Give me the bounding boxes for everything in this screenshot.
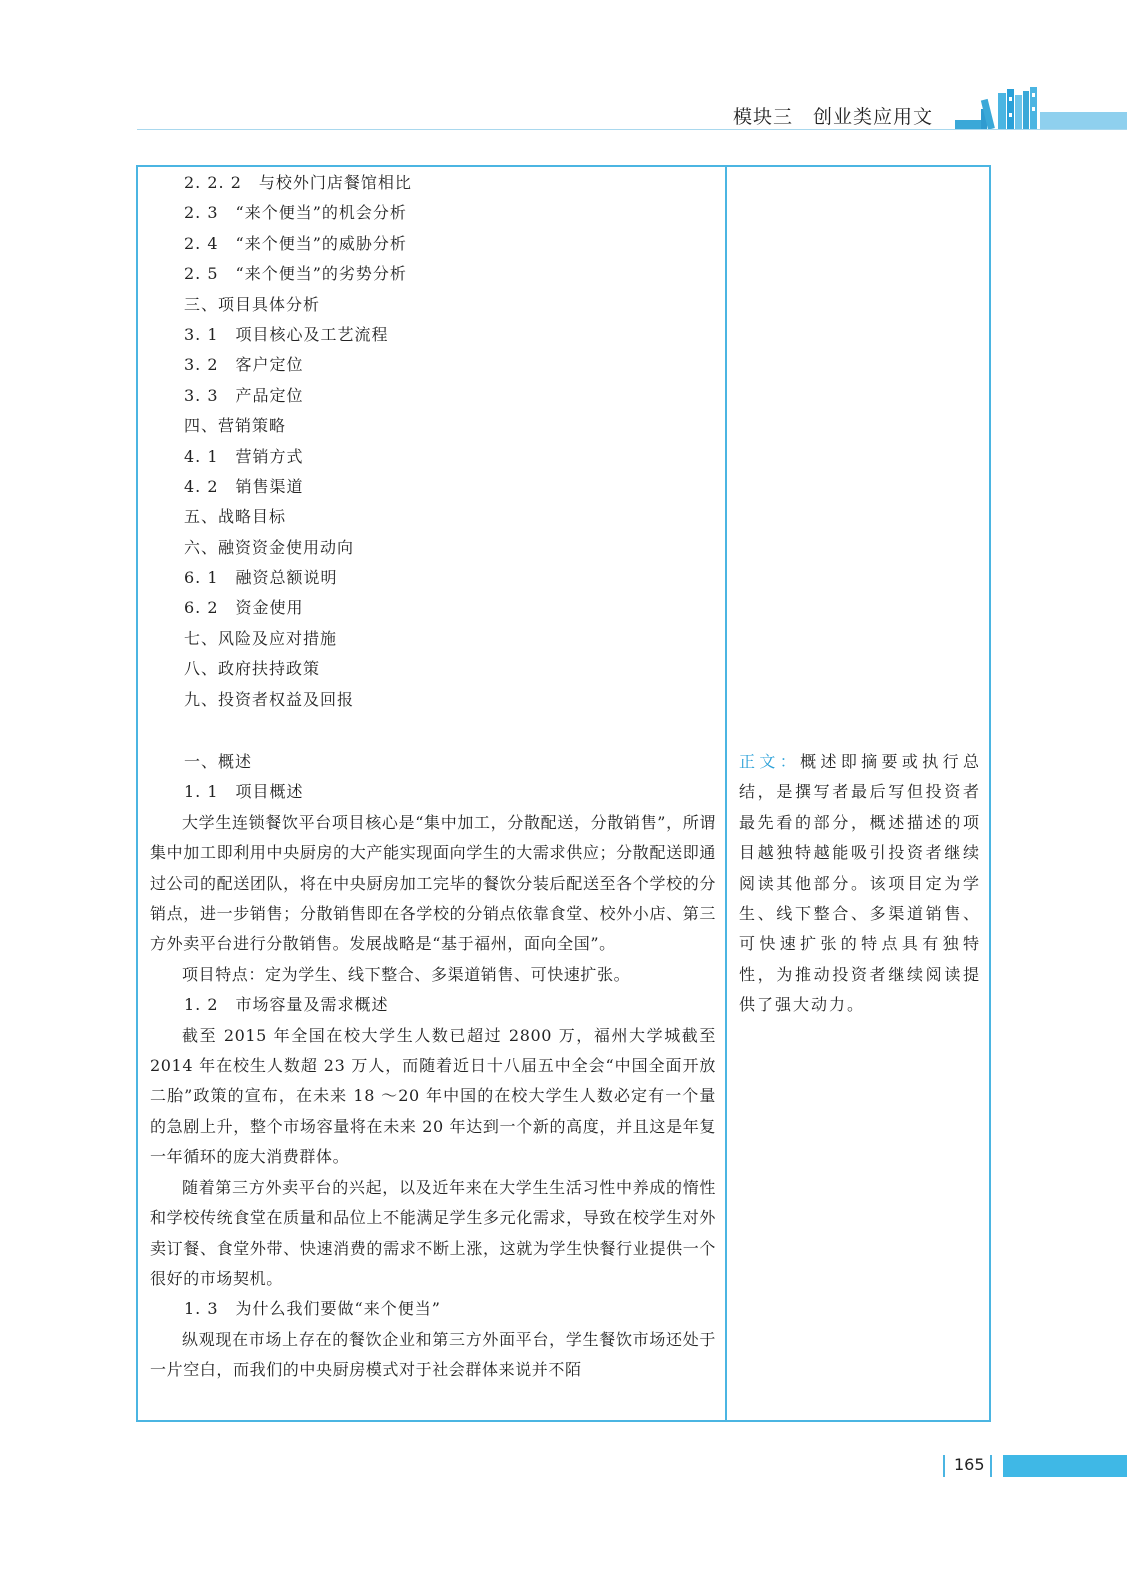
- books-logo-icon: [955, 85, 1045, 129]
- outline-item: 2. 5 “来个便当”的劣势分析: [184, 264, 407, 284]
- paragraph: 随着第三方外卖平台的兴起，以及近年来在大学生生活习性中养成的惰性和学校传统食堂在质量和品位上不能满足学生多元化需求，导致在校学生对外卖订餐、食堂外带、快速消费的需求不断上涨，这就为学生快餐行业提供一个很好的市场契机。: [150, 1177, 716, 1288]
- outline-item: 2. 3 “来个便当”的机会分析: [184, 203, 407, 223]
- outline-item: 3. 3 产品定位: [184, 385, 304, 405]
- outline-item: 6. 2 资金使用: [184, 598, 304, 618]
- header-band: [1040, 112, 1127, 129]
- outline-item: 六、融资资金使用动向: [184, 537, 355, 557]
- outline-item: 四、营销策略: [184, 416, 287, 436]
- side-note-label: 正文：: [739, 752, 801, 771]
- paragraph: 大学生连锁餐饮平台项目核心是“集中加工，分散配送，分散销售”，所谓集中加工即利用中央厨房的大产能实现面向学生的大需求供应；分散配送即通过公司的配送团队，将在中央厨房加工完毕的餐饮分装后配送至各个学校的分销点，进一步销售；分散销售即在各学校的分销点依靠食堂、校外小店、第三方外卖平台进行分散销售。发展战略是“基于福州，面向全国”。: [150, 812, 716, 954]
- column-divider: [725, 165, 727, 1422]
- paragraph: 项目特点：定为学生、线下整合、多渠道销售、可快速扩张。: [182, 964, 631, 984]
- page-number-bar: [943, 1455, 945, 1477]
- outline-item: 6. 1 融资总额说明: [184, 568, 338, 588]
- outline-item: 五、战略目标: [184, 507, 287, 527]
- side-note-text: 概述即摘要或执行总结，是撰写者最后写但投资者最先看的部分，概述描述的项目越独特越能吸引投资者继续阅读其他部分。该项目定为学生、线下整合、多渠道销售、可快速扩张的特点具有独特性，为推动投资者继续阅读提供了强大动力。: [739, 752, 981, 1015]
- footer-band: [1003, 1455, 1127, 1477]
- paragraph: 纵观现在市场上存在的餐饮企业和第三方外面平台，学生餐饮市场还处于一片空白，而我们的中央厨房模式对于社会群体来说并不陌: [150, 1329, 716, 1380]
- side-note: [739, 747, 981, 1021]
- outline-item: 3. 1 项目核心及工艺流程: [184, 324, 389, 344]
- section-heading: 一、概述: [184, 752, 253, 771]
- outline-item: 八、政府扶持政策: [184, 659, 321, 679]
- outline-list: [184, 168, 704, 715]
- header-rule: [137, 129, 1127, 130]
- body-section: [150, 747, 716, 1386]
- paragraph: 截至 2015 年全国在校大学生人数已超过 2800 万，福州大学城截至 2014 年在校生人数超 23 万人，而随着近日十八届五中全会“中国全面开放二胎”政策的宣布，在未来 18 ～20 年中国的在校大学生人数必定有一个量的急剧上升，整个市场容量将在未来 20 年达到一个新的高度，并且这是年复一年循环的庞大消费群体。: [150, 1025, 716, 1167]
- outline-item: 九、投资者权益及回报: [184, 689, 355, 709]
- outline-item: 七、风险及应对措施: [184, 628, 338, 648]
- page-number: 165: [954, 1455, 985, 1474]
- subsection-heading: 1. 3 为什么我们要做“来个便当”: [184, 1299, 441, 1319]
- outline-item: 三、项目具体分析: [184, 294, 321, 314]
- outline-item: 2. 2. 2 与校外门店餐馆相比: [184, 173, 412, 192]
- outline-item: 4. 1 营销方式: [184, 446, 304, 466]
- outline-item: 4. 2 销售渠道: [184, 476, 304, 496]
- subsection-heading: 1. 2 市场容量及需求概述: [184, 995, 389, 1015]
- outline-item: 2. 4 “来个便当”的威胁分析: [184, 233, 407, 253]
- subsection-heading: 1. 1 项目概述: [184, 782, 304, 802]
- outline-item: 3. 2 客户定位: [184, 355, 304, 375]
- page-number-bar: [990, 1455, 992, 1477]
- chapter-title: 模块三 创业类应用文: [733, 106, 934, 128]
